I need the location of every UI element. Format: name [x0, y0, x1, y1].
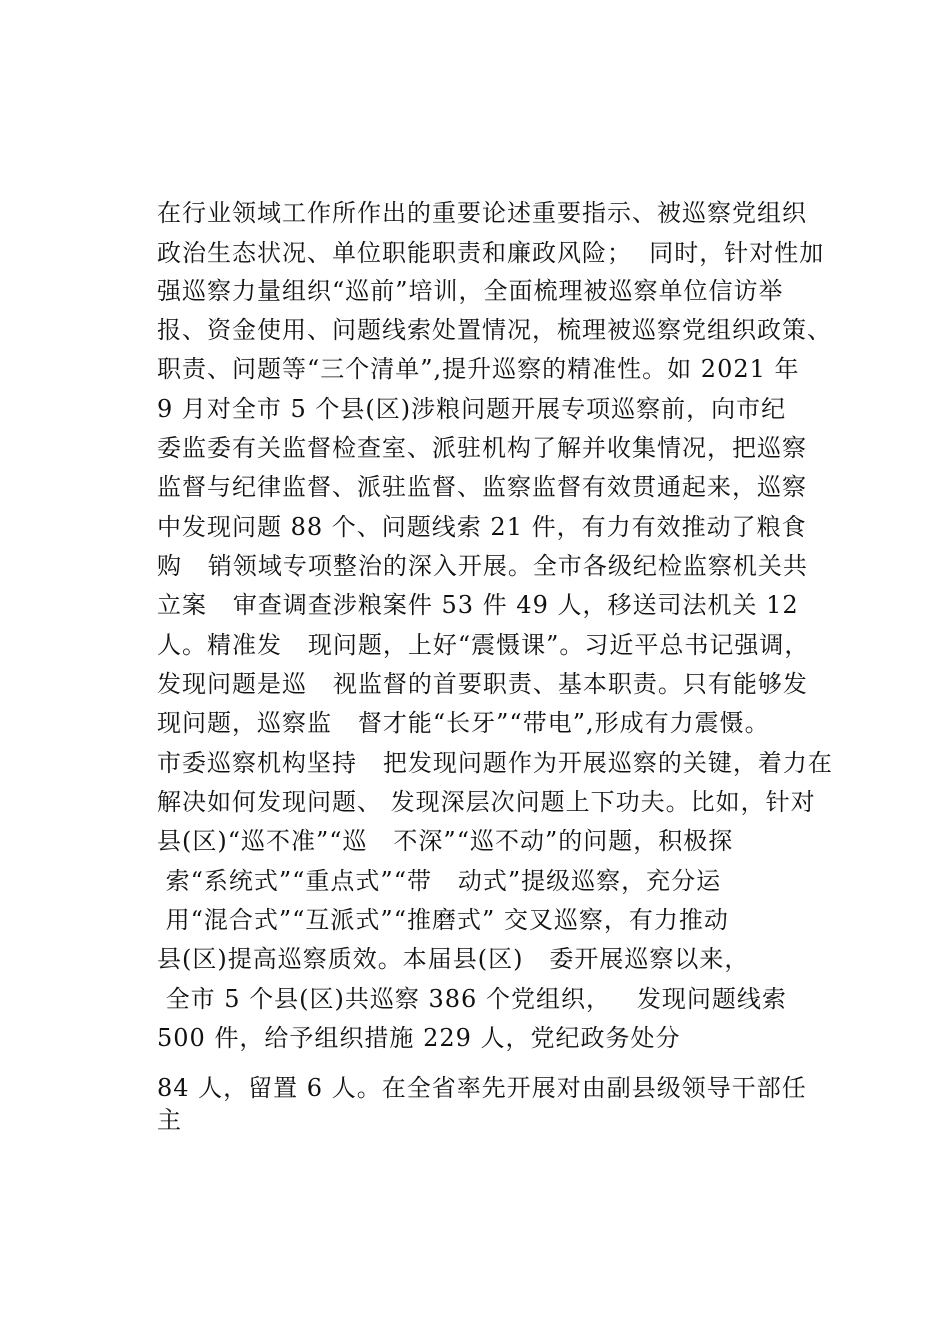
body-text-line: 人。精准发 现问题，上好“震慑课”。习近平总书记强调，	[157, 631, 810, 659]
body-text-line: 9 月对全市 5 个县(区)涉粮问题开展专项巡察前，向市纪	[157, 395, 787, 423]
body-text-line: 政治生态状况、单位职能职责和廉政风险； 同时，针对性加	[157, 239, 825, 267]
body-text-line: 全市 5 个县(区)共巡察 386 个党组织， 发现问题线索	[157, 985, 787, 1013]
body-text-line: 现问题，巡察监 督才能“长牙”“带电”,形成有力震慑。	[157, 709, 770, 737]
body-text-line: 职责、问题等“三个清单”,提升巡察的精准性。如 2021 年	[157, 355, 800, 383]
body-text-line: 监督与纪律监督、派驻监督、监察监督有效贯通起来，巡察	[157, 473, 807, 501]
body-text-line: 用“混合式”“互派式”“推磨式” 交叉巡察，有力推动	[157, 906, 729, 934]
body-text-line: 购 销领域专项整治的深入开展。全市各级纪检监察机关共	[157, 552, 808, 580]
body-text-line: 县(区)提高巡察质效。本届县(区) 委开展巡察以来，	[157, 945, 750, 973]
body-text-line: 县(区)“巡不准”“巡 不深”“巡不动”的问题，积极探	[157, 827, 734, 855]
body-text-line: 立案 审查调查涉粮案件 53 件 49 人，移送司法机关 12	[157, 591, 799, 619]
body-text-line: 84 人，留置 6 人。在全省率先开展对由副县级领导干部任	[157, 1074, 807, 1102]
body-text-line: 中发现问题 88 个、问题线索 21 件，有力有效推动了粮食	[157, 513, 807, 541]
body-text-line: 报、资金使用、问题线索处置情况，梳理被巡察党组织政策、	[157, 316, 832, 344]
body-text-line: 主	[157, 1106, 182, 1134]
body-text-line: 索“系统式”“重点式”“带 动式”提级巡察，充分运	[157, 867, 722, 895]
body-text-line: 市委巡察机构坚持 把发现问题作为开展巡察的关键，着力在	[157, 749, 833, 777]
body-text-line: 500 件，给予组织措施 229 人，党纪政务处分	[157, 1024, 681, 1052]
body-text-line: 强巡察力量组织“巡前”培训，全面梳理被巡察单位信访举	[157, 277, 784, 305]
body-text-line: 在行业领域工作所作出的重要论述重要指示、被巡察党组织	[157, 199, 807, 227]
body-text-line: 委监委有关监督检查室、派驻机构了解并收集情况，把巡察	[157, 434, 807, 462]
body-text-line: 解决如何发现问题、 发现深层次问题上下功夫。比如，针对	[157, 788, 816, 816]
body-text-line: 发现问题是巡 视监督的首要职责、基本职责。只有能够发	[157, 670, 808, 698]
